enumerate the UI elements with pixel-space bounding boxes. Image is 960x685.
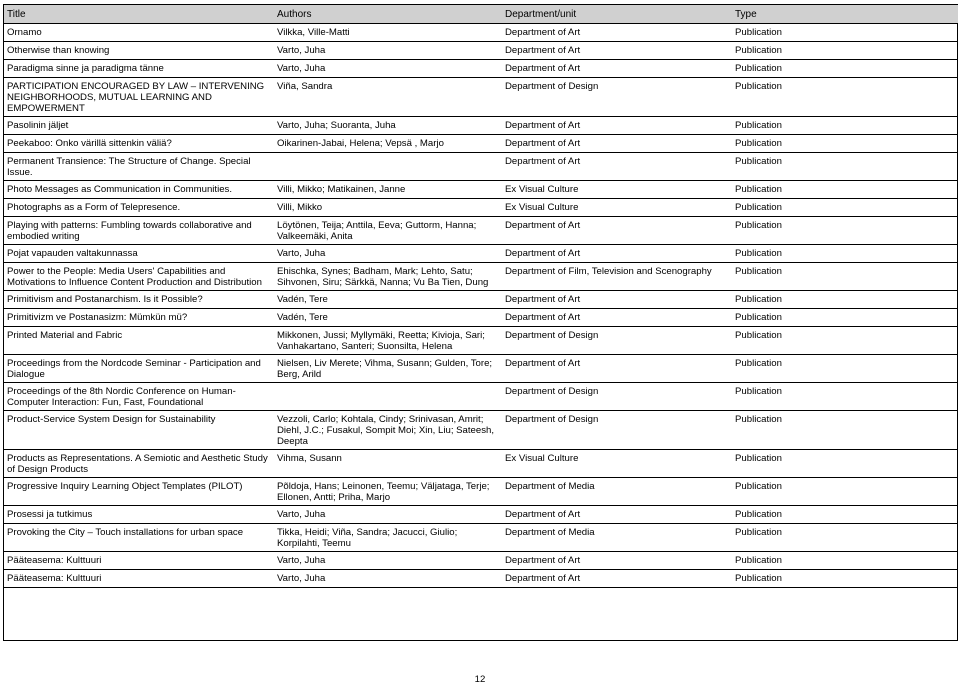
cell-department: Department of Media <box>502 524 732 552</box>
cell-type: Publication <box>732 355 958 383</box>
cell-authors: Varto, Juha <box>274 506 502 524</box>
column-header-department: Department/unit <box>502 5 732 24</box>
cell-department: Department of Art <box>502 217 732 245</box>
cell-department: Department of Art <box>502 153 732 181</box>
cell-authors: Vadén, Tere <box>274 309 502 327</box>
cell-department: Department of Art <box>502 135 732 153</box>
cell-title: Pasolinin jäljet <box>4 117 274 135</box>
table-row <box>4 552 958 570</box>
column-header-title: Title <box>4 5 274 24</box>
cell-department: Department of Art <box>502 42 732 60</box>
cell-title: Power to the People: Media Users' Capabilities and Motivations to Influence Content Production and Distribution <box>4 263 274 291</box>
cell-title: Paradigma sinne ja paradigma tänne <box>4 60 274 78</box>
cell-type: Publication <box>732 60 958 78</box>
table-row <box>4 383 958 411</box>
cell-department: Ex Visual Culture <box>502 199 732 217</box>
cell-authors: Löytönen, Teija; Anttila, Eeva; Guttorm, Hanna; Valkeemäki, Anita <box>274 217 502 245</box>
cell-department: Department of Media <box>502 478 732 506</box>
cell-type: Publication <box>732 263 958 291</box>
cell-type: Publication <box>732 478 958 506</box>
cell-type: Publication <box>732 78 958 117</box>
cell-title: Product-Service System Design for Sustainability <box>4 411 274 450</box>
table-row <box>4 78 958 117</box>
cell-department: Department of Art <box>502 570 732 588</box>
table-row <box>4 355 958 383</box>
cell-title: Ornamo <box>4 24 274 42</box>
cell-type: Publication <box>732 245 958 263</box>
cell-title: Proceedings from the Nordcode Seminar - Participation and Dialogue <box>4 355 274 383</box>
cell-authors: Varto, Juha <box>274 552 502 570</box>
cell-title: Products as Representations. A Semiotic and Aesthetic Study of Design Products <box>4 450 274 478</box>
cell-authors: Varto, Juha <box>274 42 502 60</box>
cell-title: Primitivism and Postanarchism. Is it Possible? <box>4 291 274 309</box>
cell-department: Department of Art <box>502 552 732 570</box>
header-row <box>4 5 958 24</box>
cell-title: Photographs as a Form of Telepresence. <box>4 199 274 217</box>
cell-authors: Põldoja, Hans; Leinonen, Teemu; Väljataga, Terje; Ellonen, Antti; Priha, Marjo <box>274 478 502 506</box>
cell-type: Publication <box>732 181 958 199</box>
cell-department: Department of Art <box>502 117 732 135</box>
cell-type: Publication <box>732 309 958 327</box>
cell-title: Printed Material and Fabric <box>4 327 274 355</box>
table-row <box>4 327 958 355</box>
cell-authors: Viña, Sandra <box>274 78 502 117</box>
table-row <box>4 24 958 42</box>
cell-type: Publication <box>732 199 958 217</box>
cell-type: Publication <box>732 506 958 524</box>
cell-department: Department of Art <box>502 24 732 42</box>
cell-department: Department of Art <box>502 309 732 327</box>
cell-title: Permanent Transience: The Structure of Change. Special Issue. <box>4 153 274 181</box>
table-row <box>4 291 958 309</box>
cell-title: Peekaboo: Onko värillä sittenkin väliä? <box>4 135 274 153</box>
table-row <box>4 478 958 506</box>
cell-department: Department of Film, Television and Scenography <box>502 263 732 291</box>
cell-type: Publication <box>732 117 958 135</box>
cell-authors: Villi, Mikko <box>274 199 502 217</box>
page-number: 12 <box>474 674 486 685</box>
cell-type: Publication <box>732 411 958 450</box>
cell-authors: Tikka, Heidi; Viña, Sandra; Jacucci, Giulio; Korpilahti, Teemu <box>274 524 502 552</box>
cell-department: Department of Art <box>502 245 732 263</box>
cell-department: Department of Design <box>502 383 732 411</box>
table-row <box>4 60 958 78</box>
cell-department: Department of Art <box>502 355 732 383</box>
table-row <box>4 411 958 450</box>
cell-title: PARTICIPATION ENCOURAGED BY LAW – INTERVENING NEIGHBORHOODS, MUTUAL LEARNING AND EMPOWERMENT <box>4 78 274 117</box>
cell-type: Publication <box>732 217 958 245</box>
cell-department: Department of Art <box>502 291 732 309</box>
report-page <box>3 4 958 641</box>
cell-authors: Varto, Juha <box>274 245 502 263</box>
cell-title: Pojat vapauden valtakunnassa <box>4 245 274 263</box>
cell-title: Primitivizm ve Postanasizm: Mümkün mü? <box>4 309 274 327</box>
table-row <box>4 524 958 552</box>
cell-authors: Vihma, Susann <box>274 450 502 478</box>
table-row <box>4 245 958 263</box>
table-row <box>4 450 958 478</box>
cell-type: Publication <box>732 450 958 478</box>
cell-title: Otherwise than knowing <box>4 42 274 60</box>
cell-title: Pääteasema: Kulttuuri <box>4 570 274 588</box>
table-row <box>4 199 958 217</box>
cell-title: Playing with patterns: Fumbling towards collaborative and embodied writing <box>4 217 274 245</box>
cell-authors: Nielsen, Liv Merete; Vihma, Susann; Gulden, Tore; Berg, Arild <box>274 355 502 383</box>
table-row <box>4 117 958 135</box>
cell-department: Department of Design <box>502 327 732 355</box>
cell-authors <box>274 383 502 411</box>
cell-authors: Varto, Juha; Suoranta, Juha <box>274 117 502 135</box>
cell-type: Publication <box>732 383 958 411</box>
cell-department: Department of Design <box>502 78 732 117</box>
cell-type: Publication <box>732 327 958 355</box>
cell-authors: Vadén, Tere <box>274 291 502 309</box>
cell-authors: Ehischka, Synes; Badham, Mark; Lehto, Satu; Sihvonen, Siru; Särkkä, Nanna; Vu Ba Tien, Dung <box>274 263 502 291</box>
cell-authors: Vezzoli, Carlo; Kohtala, Cindy; Srinivasan, Amrit; Diehl, J.C.; Fusakul, Sompit Moi; Xin, Liu; Sateesh, Deepta <box>274 411 502 450</box>
table-row <box>4 135 958 153</box>
cell-type: Publication <box>732 524 958 552</box>
column-header-authors: Authors <box>274 5 502 24</box>
cell-authors: Mikkonen, Jussi; Myllymäki, Reetta; Kivioja, Sari; Vanhakartano, Santeri; Suonsilta, Helena <box>274 327 502 355</box>
cell-type: Publication <box>732 135 958 153</box>
cell-title: Prosessi ja tutkimus <box>4 506 274 524</box>
table-row <box>4 217 958 245</box>
table-row <box>4 309 958 327</box>
cell-type: Publication <box>732 291 958 309</box>
cell-authors: Villi, Mikko; Matikainen, Janne <box>274 181 502 199</box>
cell-title: Proceedings of the 8th Nordic Conference on Human-Computer Interaction: Fun, Fast, Foundational <box>4 383 274 411</box>
cell-authors: Vilkka, Ville-Matti <box>274 24 502 42</box>
cell-department: Ex Visual Culture <box>502 181 732 199</box>
cell-authors: Oikarinen-Jabai, Helena; Vepsä , Marjo <box>274 135 502 153</box>
cell-department: Department of Art <box>502 506 732 524</box>
cell-authors: Varto, Juha <box>274 60 502 78</box>
cell-title: Pääteasema: Kulttuuri <box>4 552 274 570</box>
table-row <box>4 263 958 291</box>
cell-authors <box>274 153 502 181</box>
cell-type: Publication <box>732 153 958 181</box>
cell-authors: Varto, Juha <box>274 570 502 588</box>
cell-department: Department of Art <box>502 60 732 78</box>
cell-department: Department of Design <box>502 411 732 450</box>
cell-title: Progressive Inquiry Learning Object Templates (PILOT) <box>4 478 274 506</box>
column-header-type: Type <box>732 5 958 24</box>
publications-table <box>4 5 958 588</box>
table-row <box>4 42 958 60</box>
table-row <box>4 506 958 524</box>
table-row <box>4 153 958 181</box>
cell-type: Publication <box>732 24 958 42</box>
table-row <box>4 570 958 588</box>
cell-department: Ex Visual Culture <box>502 450 732 478</box>
cell-type: Publication <box>732 42 958 60</box>
cell-title: Photo Messages as Communication in Communities. <box>4 181 274 199</box>
cell-type: Publication <box>732 552 958 570</box>
table-row <box>4 181 958 199</box>
cell-type: Publication <box>732 570 958 588</box>
table-body <box>4 24 958 588</box>
cell-title: Provoking the City – Touch installations for urban space <box>4 524 274 552</box>
